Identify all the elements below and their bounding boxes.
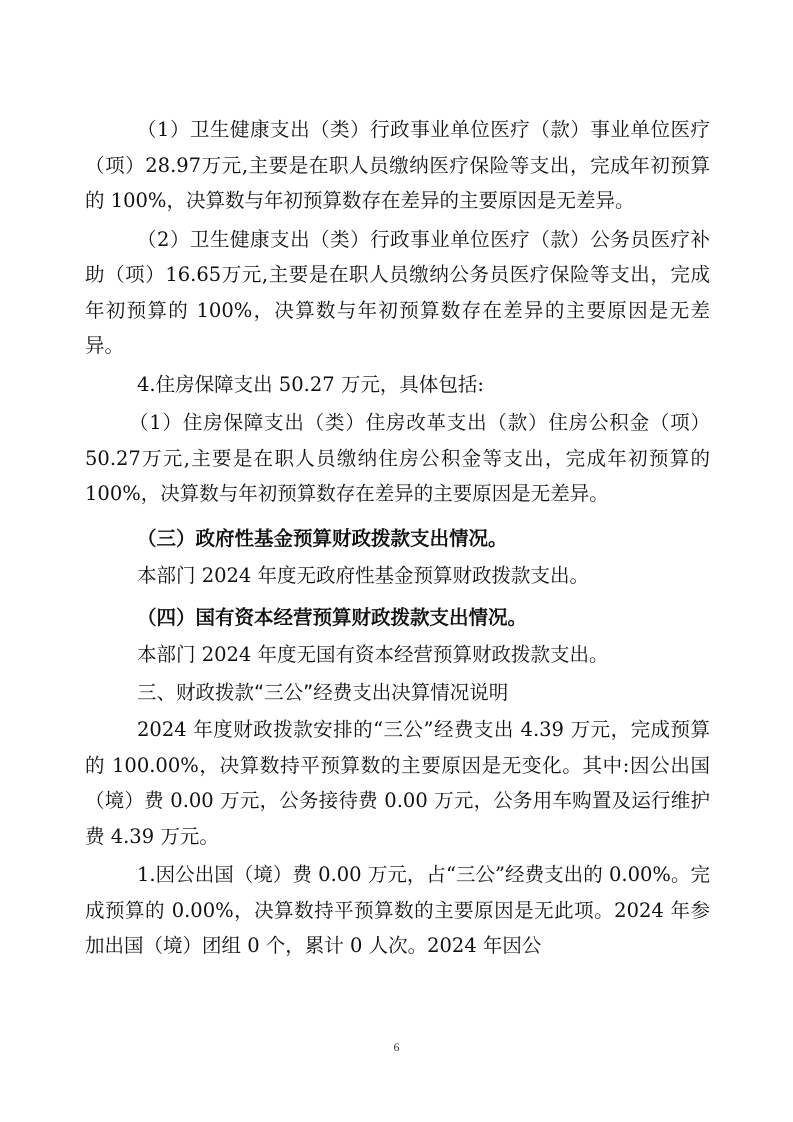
page-number: 6 <box>393 1040 400 1054</box>
paragraph-three-public-summary: 2024 年度财政拨款安排的“三公”经费支出 4.39 万元，完成预算的 100.00%，决算数持平预算数的主要原因是无变化。其中:因公出国（境）费 0.00 万元，公务接待费 0.00 万元，公务用车购置及运行维护费 4.39 万元。 <box>85 718 710 848</box>
paragraph-overseas-travel: 1.因公出国（境）费 0.00 万元，占“三公”经费支出的 0.00%。完成预算的 0.00%，决算数持平预算数的主要原因是无此项。2024 年参加出国（境）团组 0 个，累计 0 人次。2024 年因公 <box>85 863 710 957</box>
section-title-three-public: 三、财政拨款“三公”经费支出决算情况说明 <box>137 680 509 704</box>
heading-state-capital: （四）国有资本经营预算财政拨款支出情况。 <box>137 605 528 629</box>
paragraph-health-institution-medical: （1）卫生健康支出（类）行政事业单位医疗（款）事业单位医疗（项）28.97万元,主要是在职人员缴纳医疗保险等支出，完成年初预算的 100%，决算数与年初预算数存在差异的主要原因是无差异。 <box>85 118 710 212</box>
heading-government-fund: （三）政府性基金预算财政拨款支出情况。 <box>137 526 508 550</box>
document-body <box>85 112 710 964</box>
paragraph-civil-servant-medical: （2）卫生健康支出（类）行政事业单位医疗（款）公务员医疗补助（项）16.65万元,主要是在职人员缴纳公务员医疗保险等支出，完成年初预算的 100%，决算数与年初预算数存在差异的主要原因是无差异。 <box>85 227 710 357</box>
paragraph-housing-fund: （1）住房保障支出（类）住房改革支出（款）住房公积金（项）50.27万元,主要是在职人员缴纳住房公积金等支出，完成年初预算的 100%，决算数与年初预算数存在差异的主要原因是无差异。 <box>85 411 710 505</box>
paragraph-housing-total: 4.住房保障支出 50.27 万元，具体包括: <box>137 372 484 396</box>
paragraph-gap <box>85 512 710 515</box>
paragraph-no-state-capital: 本部门 2024 年度无国有资本经营预算财政拨款支出。 <box>137 643 609 666</box>
paragraph-no-government-fund: 本部门 2024 年度无政府性基金预算财政拨款支出。 <box>137 564 590 587</box>
